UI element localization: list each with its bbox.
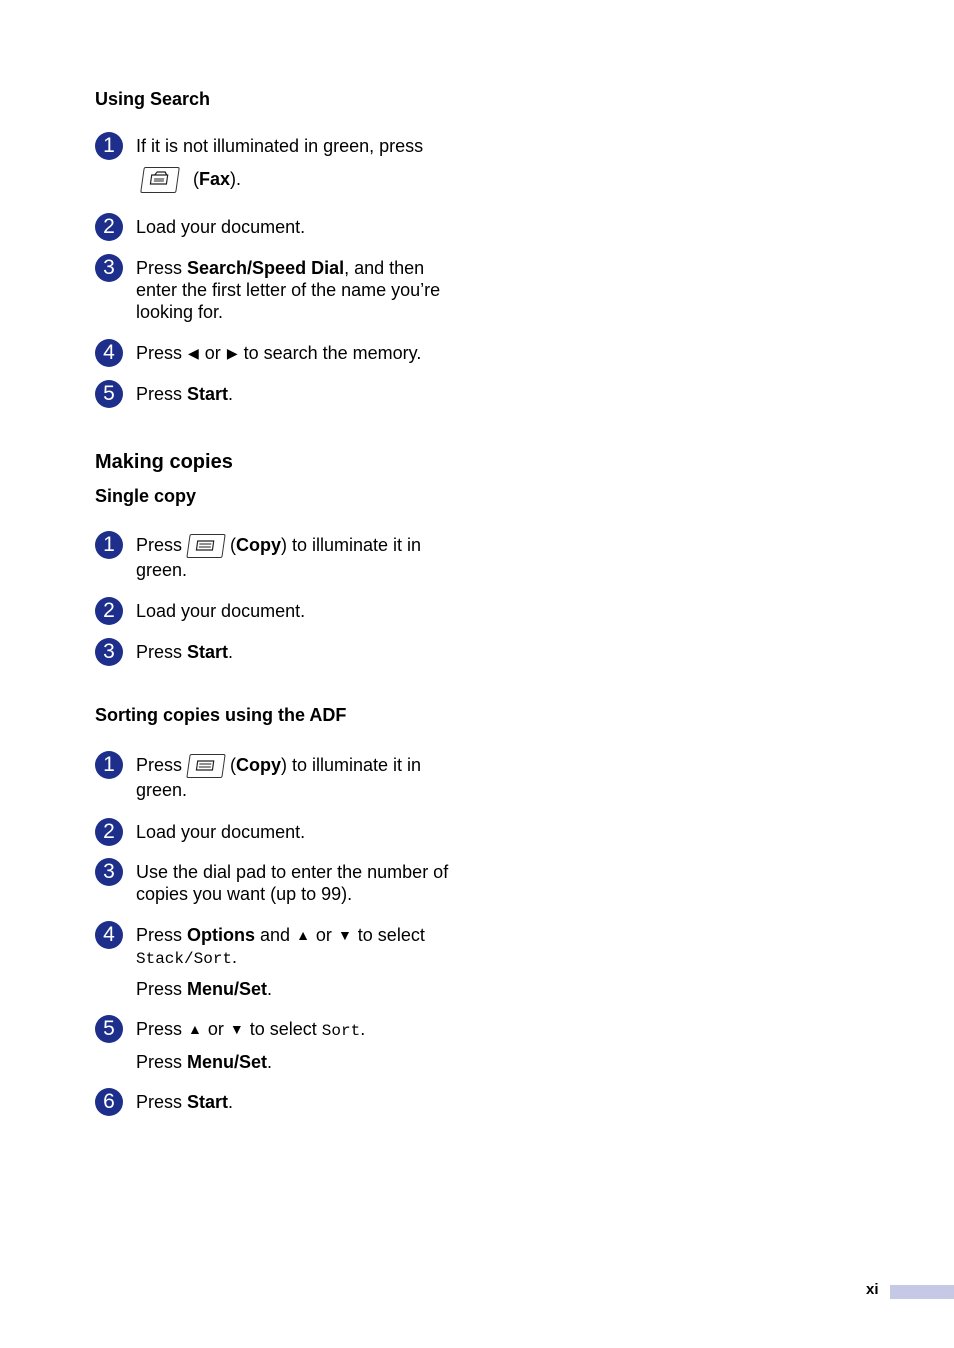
page-accent-bar xyxy=(890,1285,954,1299)
heading-sorting-copies: Sorting copies using the ADF xyxy=(95,705,347,725)
up-arrow-icon: ▲ xyxy=(296,927,310,943)
step-text-line2: green. xyxy=(136,560,188,581)
fax-button-icon xyxy=(140,167,180,193)
step-number: 2 xyxy=(95,213,123,241)
step-number: 5 xyxy=(95,1015,123,1043)
copy-button-icon xyxy=(186,534,225,558)
step-number: 2 xyxy=(95,597,123,625)
step-number: 1 xyxy=(95,751,123,779)
page-number: xi xyxy=(866,1281,879,1298)
left-arrow-icon: ◀ xyxy=(188,345,199,361)
step-text: Load your document. xyxy=(136,217,306,237)
step-number: 3 xyxy=(95,254,123,282)
down-arrow-icon: ▼ xyxy=(337,927,352,943)
heading-using-search: Using Search xyxy=(95,89,211,109)
step-text: Press Start. xyxy=(136,642,234,662)
step-text-line3: looking for. xyxy=(136,302,224,322)
step-text-line2: enter the first letter of the name you’re xyxy=(136,280,441,300)
step-number: 1 xyxy=(95,132,123,160)
step-number: 3 xyxy=(95,858,123,886)
step-text: Load your document. xyxy=(136,822,306,842)
step-number: 4 xyxy=(95,339,123,367)
right-arrow-icon: ▶ xyxy=(226,345,238,361)
copy-button-icon xyxy=(186,754,225,778)
step-text-line2: copies you want (up to 99). xyxy=(136,884,353,904)
step-text: Press (Copy) to illuminate it in xyxy=(136,534,496,558)
down-arrow-icon: ▼ xyxy=(229,1021,244,1037)
step-number: 5 xyxy=(95,380,123,408)
step-text: Press ◀ or ▶ to search the memory. xyxy=(136,343,422,363)
step-option: Stack/Sort. xyxy=(136,947,238,968)
step-text: Press Search/Speed Dial, and then xyxy=(136,258,425,278)
heading-single-copy: Single copy xyxy=(95,486,197,506)
step-number: 1 xyxy=(95,531,123,559)
up-arrow-icon: ▲ xyxy=(188,1021,202,1037)
step-number: 2 xyxy=(95,818,123,846)
step-text: If it is not illuminated in green, press xyxy=(136,136,424,156)
step-text: Press Start. xyxy=(136,1092,234,1112)
step-text-line2: green. xyxy=(136,780,188,801)
step-text: Use the dial pad to enter the number of xyxy=(136,862,449,882)
step-number: 6 xyxy=(95,1088,123,1116)
heading-making-copies: Making copies xyxy=(95,451,233,473)
step-number: 4 xyxy=(95,921,123,949)
step-text: Press Start. xyxy=(136,384,234,404)
step-text: Press Options and ▲ or ▼ to select xyxy=(136,925,425,945)
step-text-menu: Press Menu/Set. xyxy=(136,1052,273,1072)
step-text: Press ▲ or ▼ to select Sort. xyxy=(136,1019,366,1040)
step-text-menu: Press Menu/Set. xyxy=(136,979,273,999)
step-text: Load your document. xyxy=(136,601,306,621)
fax-label: (Fax). xyxy=(193,168,242,189)
step-number: 3 xyxy=(95,638,123,666)
step-text: Press (Copy) to illuminate it in xyxy=(136,754,496,778)
